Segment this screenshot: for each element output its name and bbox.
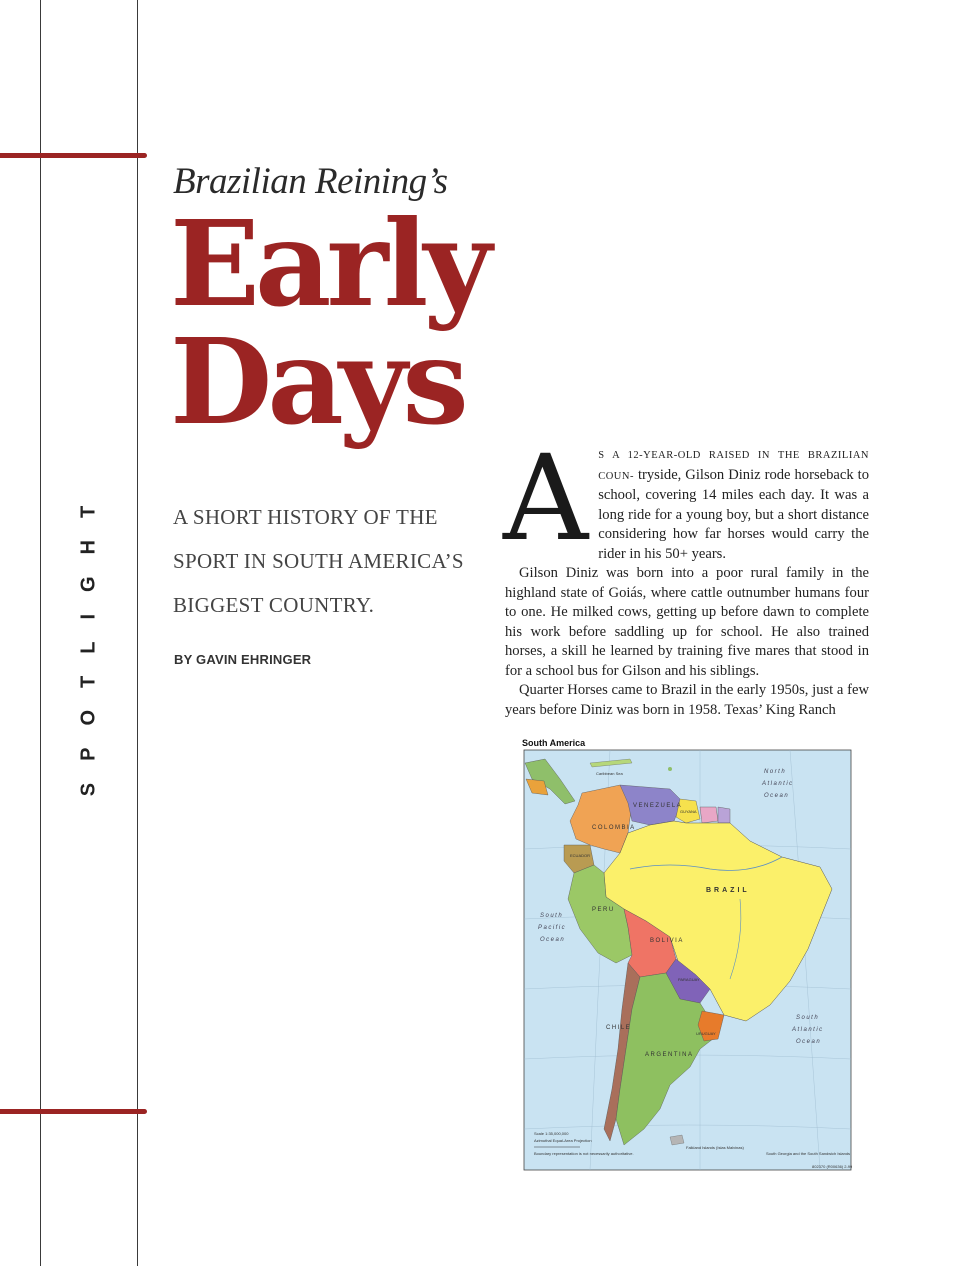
article-body xyxy=(503,429,869,720)
map-label-ecuador: ECUADOR xyxy=(570,853,591,858)
map-label-colombia: COLOMBIA xyxy=(592,825,636,831)
falkland-islands-shape xyxy=(670,1135,684,1145)
south-america-map xyxy=(520,738,852,1174)
map-label-chile: CHILE xyxy=(606,1025,632,1031)
suriname-shape xyxy=(700,807,718,823)
map-label-uruguay: URUGUAY xyxy=(696,1031,716,1036)
map-graphic xyxy=(520,749,852,1173)
map-label-bolivia: BOLIVIA xyxy=(650,938,684,944)
ocean-label-north-2: Atlantic xyxy=(762,781,794,787)
deck: A SHORT HISTORY OF THE SPORT IN SOUTH AMERICA’S BIGGEST COUNTRY. xyxy=(173,505,464,617)
map-credit: 802370 (R00636) 2-99 xyxy=(812,1164,852,1169)
headline-line-1: Early xyxy=(170,194,487,333)
article-paragraph-2: Gilson Diniz was born into a poor rural family in the highland state of Goiás, where cattle outnumber humans four to one. He milked cows, getting up before dawn to complete his work before saddling up for school. He also trained horses, a skill he learned by training five mares that stood in for a school bus for Gilson and his siblings. xyxy=(505,565,869,679)
left-rule-inner xyxy=(137,0,138,1266)
sea-label: Caribbean Sea xyxy=(596,771,623,776)
scale-note: Scale 1:35,000,000 xyxy=(534,1131,569,1136)
lead-in: S A 12-YEAR-OLD RAISED IN THE BRAZILIAN COUN- xyxy=(598,450,869,482)
drop-cap: A xyxy=(503,429,589,567)
article-paragraph-3: Quarter Horses came to Brazil in the early 1950s, just a few years before Diniz was born in 1958. Texas’ King Ranch xyxy=(505,682,869,718)
island-dot xyxy=(668,767,672,771)
boundary-note: Boundary representation is not necessarily authoritative. xyxy=(534,1151,634,1156)
section-label-text: SPOTLIGHT xyxy=(77,483,100,797)
map-label-venezuela: VENEZUELA xyxy=(633,803,683,809)
ocean-label-south-atl-3: Ocean xyxy=(796,1039,822,1045)
headline xyxy=(170,194,487,451)
article-paragraph-1 xyxy=(503,429,869,567)
ocean-label-pacific-3: Ocean xyxy=(540,937,566,943)
kicker: Brazilian Reining’s xyxy=(173,161,448,202)
accent-bar-top xyxy=(0,153,147,158)
map-label-brazil: BRAZIL xyxy=(706,887,750,894)
byline: BY GAVIN EHRINGER xyxy=(174,652,312,667)
ocean-label-north-1: North xyxy=(764,769,787,775)
map-title: South America xyxy=(522,738,586,748)
ocean-label-pacific-1: South xyxy=(540,913,564,919)
accent-bar-bottom xyxy=(0,1109,147,1114)
map-label-guyana: GUYANA xyxy=(680,809,697,814)
falkland-note: Falkland Islands (Islas Malvinas) xyxy=(686,1145,744,1150)
left-rule-outer xyxy=(40,0,41,1266)
paragraph-1-text: tryside, Gilson Diniz rode horseback to school, covering 14 miles each day. It was a long ride for a young boy, but a short distance considering how far horses would carry the rider in his 50+ years. xyxy=(598,466,869,562)
georgia-note: South Georgia and the South Sandwich Islands xyxy=(766,1151,851,1156)
ocean-label-south-atl-1: South xyxy=(796,1015,820,1021)
map-label-peru: PERU xyxy=(592,907,615,913)
ocean-label-south-atl-2: Atlantic xyxy=(792,1027,824,1033)
french-guiana-shape xyxy=(718,807,730,823)
ocean-label-north-3: Ocean xyxy=(764,793,790,799)
map-label-paraguay: PARAGUAY xyxy=(678,977,700,982)
ocean-label-pacific-2: Pacific xyxy=(538,925,567,931)
map-label-argentina: ARGENTINA xyxy=(645,1052,694,1058)
headline-line-2: Days xyxy=(170,312,464,451)
projection-note: Azimuthal Equal-Area Projection xyxy=(534,1138,592,1143)
